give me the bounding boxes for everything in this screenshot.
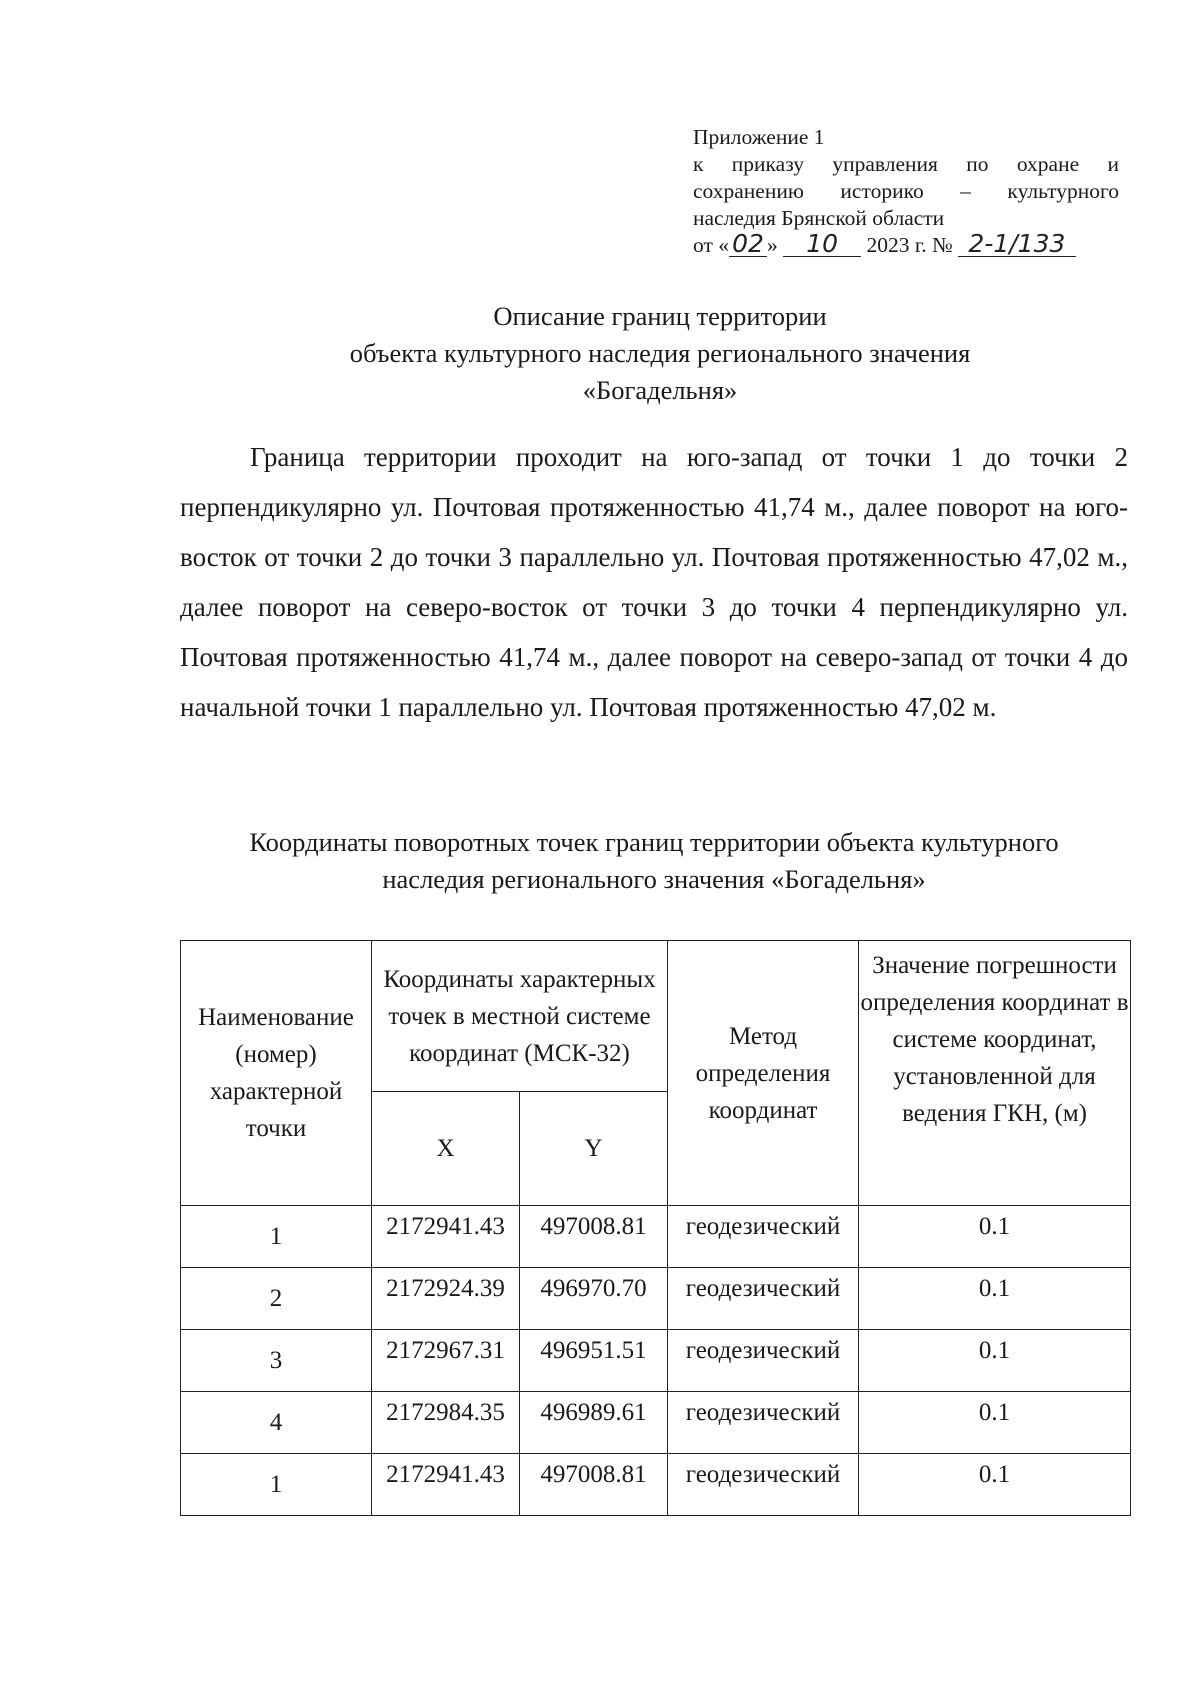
cell-error: 0.1 xyxy=(859,1454,1131,1516)
subtitle-line: Координаты поворотных точек границ территории объекта культурного xyxy=(249,827,1059,857)
title-line: Описание границ территории xyxy=(493,301,827,331)
title-line: объекта культурного наследия регионального значения xyxy=(349,338,971,368)
cell-y: 496989.61 xyxy=(520,1392,668,1454)
appendix-title: Приложение 1 xyxy=(693,125,825,149)
header-error: Значение погрешности определения координат в системе координат, установленной для ведения ГКН, (м) xyxy=(859,941,1131,1206)
header-point-name: Наименование (номер) характерной точки xyxy=(181,941,372,1206)
cell-method: геодезический xyxy=(668,1330,859,1392)
cell-point: 1 xyxy=(181,1206,372,1268)
cell-method: геодезический xyxy=(668,1392,859,1454)
appendix-header xyxy=(693,124,1119,259)
cell-error: 0.1 xyxy=(859,1268,1131,1330)
date-year: 2023 г. № xyxy=(866,233,953,257)
header-y: Y xyxy=(520,1092,668,1206)
title-line: «Богадельня» xyxy=(582,375,738,405)
appendix-line: наследия Брянской области xyxy=(693,206,945,230)
cell-x: 2172967.31 xyxy=(372,1330,520,1392)
cell-method: геодезический xyxy=(668,1454,859,1516)
cell-y: 496951.51 xyxy=(520,1330,668,1392)
cell-point: 4 xyxy=(181,1392,372,1454)
cell-method: геодезический xyxy=(668,1268,859,1330)
document-title xyxy=(180,298,1140,409)
boundary-description: Граница территории проходит на юго-запад от точки 1 до точки 2 перпендикулярно ул. Почтовая протяженностью 41,74 м., далее поворот на юго-восток от точки 2 до точки 3 параллельно ул. Почтовая протяженностью 47,02 м., далее поворот на северо-восток от точки 3 до точки 4 перпендикулярно ул. Почтовая протяженностью 41,74 м., далее поворот на северо-запад от точки 4 до начальной точки 1 параллельно ул. Почтовая протяженностью 47,02 м. xyxy=(180,442,1128,722)
table-row xyxy=(181,1454,1131,1516)
cell-error: 0.1 xyxy=(859,1392,1131,1454)
cell-y: 497008.81 xyxy=(520,1206,668,1268)
table-row xyxy=(181,1392,1131,1454)
cell-x: 2172941.43 xyxy=(372,1206,520,1268)
handwritten-order-number: 2-1/133 xyxy=(958,232,1076,257)
coordinates-table xyxy=(180,940,1131,1516)
handwritten-day: 02 xyxy=(729,232,767,257)
cell-point: 3 xyxy=(181,1330,372,1392)
cell-x: 2172984.35 xyxy=(372,1392,520,1454)
coordinates-title xyxy=(180,824,1128,898)
cell-point: 2 xyxy=(181,1268,372,1330)
header-x: X xyxy=(372,1092,520,1206)
date-prefix: от « xyxy=(693,233,729,257)
header-method: Метод определения координат xyxy=(668,941,859,1206)
cell-error: 0.1 xyxy=(859,1206,1131,1268)
date-mid: » xyxy=(767,233,778,257)
cell-point: 1 xyxy=(181,1454,372,1516)
cell-y: 497008.81 xyxy=(520,1454,668,1516)
appendix-line: сохранению историко – культурного xyxy=(693,179,1119,203)
cell-y: 496970.70 xyxy=(520,1268,668,1330)
cell-method: геодезический xyxy=(668,1206,859,1268)
cell-error: 0.1 xyxy=(859,1330,1131,1392)
table-row xyxy=(181,1206,1131,1268)
header-coordinates: Координаты характерных точек в местной системе координат (МСК-32) xyxy=(372,941,668,1092)
subtitle-line: наследия регионального значения «Богадельня» xyxy=(382,864,926,894)
table-row xyxy=(181,1330,1131,1392)
cell-x: 2172941.43 xyxy=(372,1454,520,1516)
cell-x: 2172924.39 xyxy=(372,1268,520,1330)
appendix-line: к приказу управления по охране и xyxy=(693,152,1119,176)
order-date-line xyxy=(693,229,1119,259)
handwritten-month: 10 xyxy=(783,232,861,257)
table-row xyxy=(181,1268,1131,1330)
